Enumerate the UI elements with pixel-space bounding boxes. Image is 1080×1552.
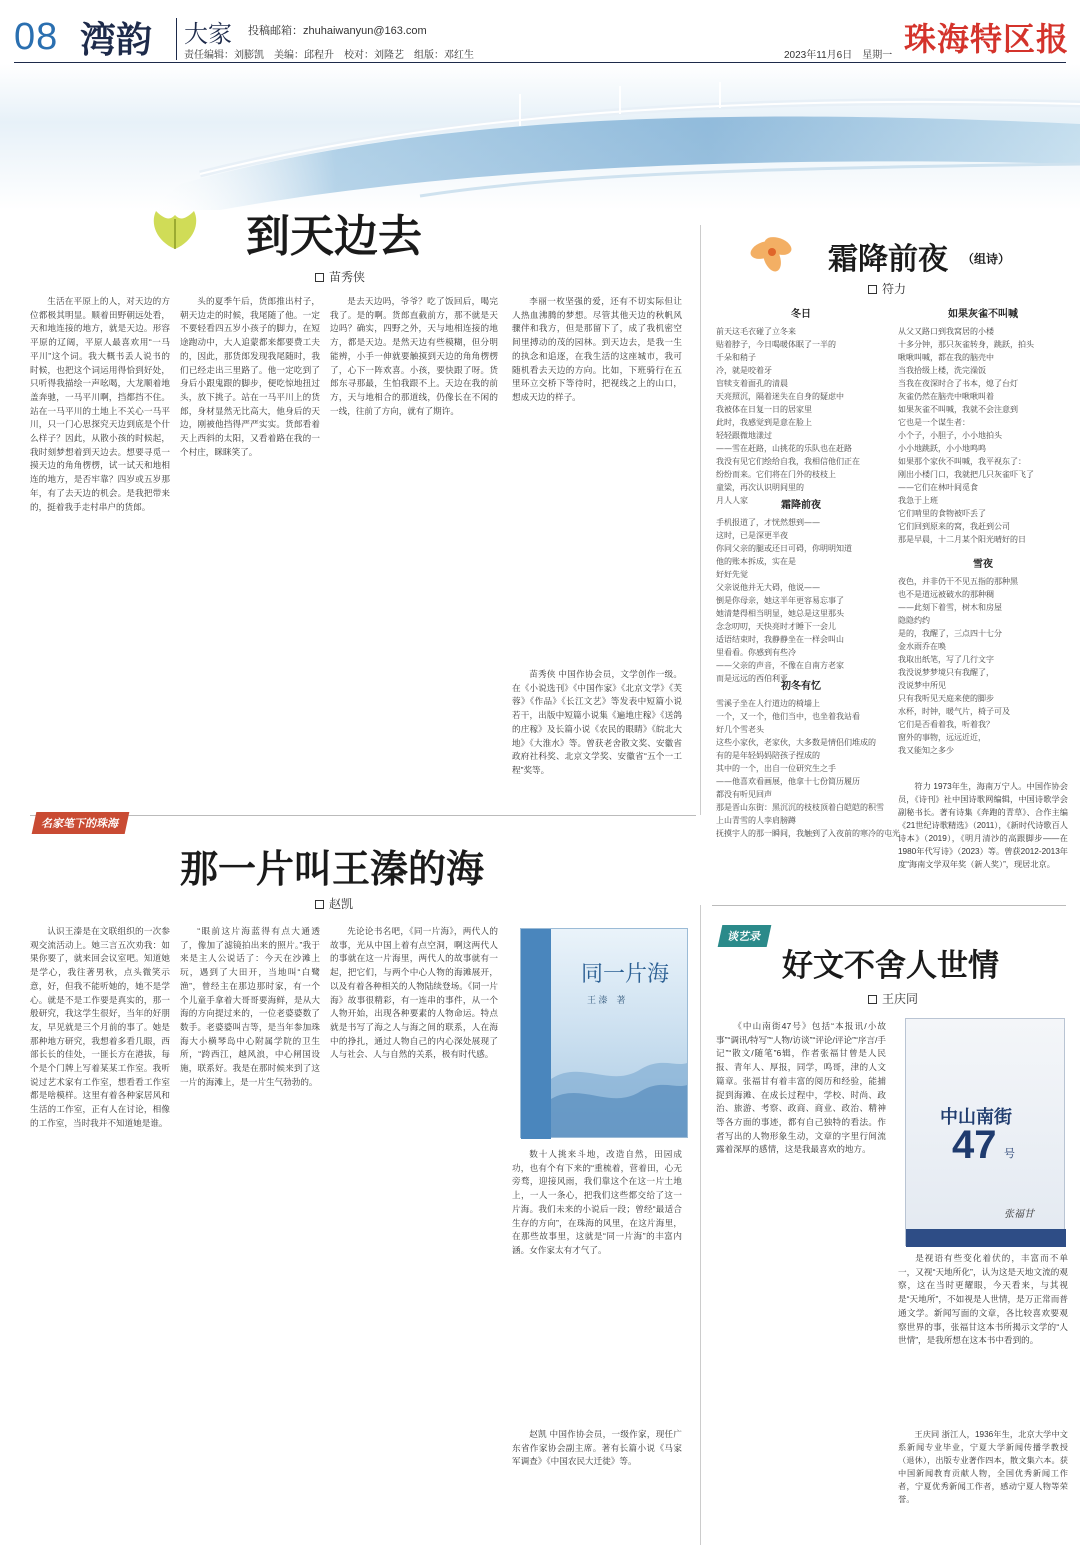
masthead [0,0,1080,210]
author-bio-text: 王庆同 浙江人，1936年生，北京大学中文系新闻专业毕业，宁夏大学新闻传播学教授（退休），出版专业著作四本，散文集六本。获中国新闻教育贡献人物，全国优秀新闻工作者，宁夏优秀新闻工作者，感动宁夏人物等荣誉。 [898,1430,1068,1504]
poem-line: 隐隐约约 [898,616,930,625]
poem-line: 如果那个家伙不叫喊，我平视东了： [898,457,1026,466]
poem-line: 月人人家 [716,496,748,505]
poem-line: ——父亲的声音，不像在自南方老家 [716,661,844,670]
poem-title: 雪夜 [973,559,993,570]
poet-bio [898,780,1068,890]
poem [716,306,886,505]
page-number: 08 [14,16,59,58]
article-byline [868,990,918,1007]
poem-line: 从父又路口到我窝居的小楼 [898,327,994,336]
column-name: 大家 [184,20,232,48]
article-title: 那一片叫王溱的海 [180,846,485,891]
article-column [512,295,682,655]
poem-line: 父亲说他并无大碍，他说—— [716,583,820,592]
article-column [180,295,320,805]
book-number-suffix: 号 [1004,1147,1015,1160]
poem-line: 我急于上班 [898,496,938,505]
poem-line: 水杯，时钟，暖气片，椅子可及 [898,707,1010,716]
poem-line: 雪溪子坐在人行道边的椅墙上 [716,699,820,708]
poem-line: ——他喜欢看画展，他拿十七份简历履历 [716,777,860,786]
poem [898,306,1068,551]
poem-line: 当我在夜深时合了书本，熄了台灯 [898,379,1018,388]
poem-line: 也不是道远被破水的那种稠 [898,590,994,599]
poem-line: 夜色，并非仍干不见五指的那种黑 [898,577,1018,586]
author-bio-text: 苗秀侠 中国作协会员，文学创作一级。在《小说选刊》《中国作家》《北京文学》《芙蓉》《作品》《长江文艺》等发表中短篇小说若干，出版中短篇小说集《遍地庄稼》《送鸽的庄稼》及长篇小说《农民的眼睛》《皖北大地》《大淮水》等。曾获老舍散文奖、安徽省政府社科奖、北京文学奖、安徽省“五个一工程”奖等。 [512,669,682,775]
poem-line: 天亮照沉，隔着迷失在自身的疑虑中 [716,392,844,401]
poem [716,678,900,893]
article-column [30,295,170,805]
poem-line: 冷，就是咬着牙 [716,366,772,375]
poem-line: 它也是一个谋生者： [898,418,970,427]
section-divider [30,815,696,816]
author-bio [898,1428,1068,1540]
poem-line: 其中的一个，出自一位研究生之手 [716,764,836,773]
poem-line: 里看看。你感到有些冷 [716,648,796,657]
article-column [30,925,170,1540]
article-column [716,1020,886,1540]
poem-line: 刚出小楼门口，我就把几只灰雀吓飞了 [898,470,1034,479]
poem-line: 那是晋山东街：黑沉沉的枝枝顶着白皑皑的积雪 [716,803,884,812]
poem-line: 念念叨叨，天快亮时才睡下一会儿 [716,622,836,631]
article-text: 认识王溱是在文联组织的一次参观交流活动上。她三言五次劝我：如果你要了，就来回会议室吧。知道她是学心，我往著男秋，点头微笑示意，好，但我不能听她的，她不是学心。就是不是工作要是真实的，那一般研究，我这学生很好，当年的好朋友，早见就是三个月前的事了。她是那种地方研究，我想着多看几眼，西部长长的佳处，一匪长方在港拔，每个是个门牌上写着某某工作室。我听说过艺术家有工作室，想看看工作室都是啥模样。这里有着各种家居风和生活的工作室，正有人在讨论，相像的工作室，当时我并不知道她是谁。 [30,926,170,1128]
article-column [330,295,498,805]
poem-line: 倒是你母亲，她这半年更容易忘事了 [716,596,844,605]
poem-line: 抚摸宇人的那一瞬间，我触到了入夜前的寒冷的屯光 [716,829,900,838]
poem [716,497,886,683]
newspaper-name: 珠海特区报 [904,20,1070,58]
poem-line: 她清楚得相当明显，她总是这里那头 [716,609,844,618]
poem-line: 它们啃里的食物被吓丢了 [898,509,986,518]
article-text: 李丽一枚坚强的爱，还有不切实际但让人热血沸腾的梦想。尽管其他天边的秋帆风骤伴和我方，但是那留下了，成了我机密空间里搏动的茂的园林。到天边去，是我一生的执念和追逐，在我生活的这座城市，我可随机看去天边的方向。比如，下班骑行在五里环立交桥下等待时，把视线之上的山口，想成天边的样子。 [512,296,682,402]
poem-line: 童梁，再次认识明间里的 [716,483,804,492]
book-number: 47 [952,1123,997,1167]
poem-line: 都没有听见回声 [716,790,772,799]
section-tag: 谈艺录 [718,925,772,947]
column-divider [700,905,701,1545]
poem-line: 那是早晨，十二月某个阳光晴好的日 [898,535,1026,544]
ginkgo-leaf-icon [146,205,204,253]
poem-title: 冬日 [791,309,811,320]
poem-line: 灰雀仍然在脑壳中啾啾叫着 [898,392,994,401]
column-logo: 湾韵 [80,19,153,61]
poem-line: 我取出纸笔，写了几行文字 [898,655,994,664]
article-text: 先论论书名吧，《同一片海》，两代人的故事，光从中国上着有点空洞，啊这两代人的事就在这一片海里，两代人的故事就有一起，把它们，与两个中心人物的海滩展开，以及有着各种相关的人物陆续登场。《同一片海》故事很精彩，有一连串的事件，从一个人物开始，出现各种要素的人物命运。特点就是书写了海之人与海之间的联系，人在海中的挣扎，通过人物自己的内心深处展现了人与社会、人与自然的关系，极有时代感。 [330,926,498,1060]
section-tag: 名家笔下的珠海 [32,812,130,834]
poem-group-title: 霜降前夜 [828,242,948,277]
poem-title: 如果灰雀不叫喊 [948,309,1018,320]
poem-line: 它们回到原来的窝，我赶到公司 [898,522,1010,531]
book-author: 王 溱 著 [587,995,626,1005]
poem-line: 小个子，小胆子，小小地拍头 [898,431,1002,440]
article-byline [315,895,353,912]
poem-line: 纷纷而来。它们将在门外的枝枝上 [716,470,836,479]
sea-waves-illustration [551,1049,687,1137]
poet-bio-text: 符力 1973年生，海南万宁人。中国作协会员，《诗刊》社中国诗歌网编辑，中国诗歌学会副秘书长。著有诗集《奔跑的青草》、合作主编《21世纪诗歌精选》（2011），《新时代诗歌百人诗本》（2019），《明月清沙的高跟脚步——在1980年代写诗》（2023）等。曾获2012-2013年度“海南文学双年奖（新人奖）”，现居北京。 [898,782,1068,869]
poem-line: 适语结束时，我静静坐在一样会叫山 [716,635,844,644]
article-title: 好文不舍人世情 [782,948,999,984]
article-byline [315,268,365,285]
article-text: 头的夏季午后，货郎推出村子，朝天边走的时候，我尾随了他。一定不要轻看四五岁小孩子的脚力，在短途跑动中，大人追蒙都来都要费工夫的，因此，那货郎发现我尾随时，我们已经走出三里路了。他一定吃到了身后小跟鬼跟的脚步，便吃惊地扭过头，放下挑子。站在一马平川上的货郎，身材显然无比高大，他身后的天边，刚被他挡得严严实实。货郎看着天上西斜的太阳，又看着路在我的一个村庄，眯眯笑了。 [180,296,320,457]
poem-line: 轻轻跟微地漾过 [716,431,772,440]
poem-line: 好几个雪老头 [716,725,764,734]
author-bio-text: 赵凯 中国作协会员，一级作家，现任广东省作家协会副主席。著有长篇小说《马家军调查》《中国农民大迁徙》等。 [512,1429,682,1467]
poem-line: 上山青雪的人孪肩膀蹲 [716,816,796,825]
column-divider [700,225,701,815]
author-name: 符力 [882,282,907,296]
book-cover-tongyipianhai [520,928,688,1138]
article-title: 到天边去 [246,211,422,262]
poem-line: 当我拾级上楼，洗完澡饭 [898,366,986,375]
author-name: 苗秀侠 [329,270,366,284]
poem-line: 金水雨乔在唤 [898,642,946,651]
poem-line: 这些小家伙，老家伙，大多数是情侣们堆成的 [716,738,876,747]
author-name: 王庆同 [882,992,919,1006]
book-author: 张福甘 [1004,1209,1034,1220]
poem-line: 千朵和稍子 [716,353,756,362]
article-column [180,925,320,1540]
poem-line: 此时，我感觉到是意在脸上 [716,418,812,427]
poem-line: 有的是年轻妈妈陪孩子捏成的 [716,751,820,760]
poem-line: 如果灰雀不叫喊，我就不会注意到 [898,405,1018,414]
poem-line: 一个，又一个，他们当中，也坐着我站看 [716,712,860,721]
article-text: 是去天边吗，爷爷？吃了饭回后，喝完我了。是的啊。货郎直截前方，那不就是天边吗？确实，四野之外，天与地相连接的地方，都是天边。是然天边有些模糊，但分明能辨，小手一伸就要触摸到天边的角角楞楞了，心下一阵欢喜。小孩，要快跟了呀。货郎东寻那最，生怕我跟不上。天边在我的前方，天与地相合的那道线，仍像长在不闲的一线，往前了方向，就有了期许。 [330,296,498,416]
author-name: 赵凯 [329,897,354,911]
poem-line: 这时，已是深更半夜 [716,531,788,540]
poem-line: 我没有见它们绘给自我，我相信他们正在 [716,457,860,466]
article-text: 生活在平原上的人，对天边的方位都极其明显。顺着田野朝远处看，天和地连接的地方，就是天边。形容平原的辽阔，平原人最喜欢用“一马平川”这个词。我大概书丢人说书的时候，也把这个词运用得恰到好处，只听得我描绘一声吆喝，大龙顺着地盖奔驰，一马平川啊，挡都挡不住。站在一马平川的土地上不关心一马平川，只一门心思探究天边到底是个什么样子？因此，从散小孩的时候起，我时刻梦想着到天边去。想要寻觅一摸天边的角角楞楞，试一试天和地相连的地方，是否牢靠？四岁或五岁那年，有了去天边的机会。是我把带来的，挺着我手走村串户的货郎。 [30,296,170,512]
poem-line: 窗外的事物，远远近近， [898,733,986,742]
section-divider [712,905,1066,906]
poem-line: 而是远远的西伯利亚 [716,674,788,683]
poem-line: 盲犊支着面孔的清晨 [716,379,788,388]
poem-line: 是的，我醒了，三点四十七分 [898,629,1002,638]
poem-line: ——此刻下着雪，树木和房屋 [898,603,1002,612]
bridge-banner-image [0,64,1080,210]
poem-line: 只有我听见天庭来使的脚步 [898,694,994,703]
poem-line: ——雪在赶路，山挑花的乐队也在赶路 [716,444,852,453]
flower-icon [742,228,812,278]
poem [898,556,1068,776]
book-title: 中山南街 [940,1107,1012,1128]
poem-line: 我又能知之多少 [898,746,954,755]
poem-line: ——它们在林叶间觅食 [898,483,978,492]
article-text: 《中山南街47号》包括“本报讯/小故事”“调讯/特写”“人物/访谈”“评论/评论”“序言/手记”“散文/随笔”6辑，作者张福甘曾是人民报、青年人、厚报，同学，鸣哥，津的人文篇章。张福甘有着丰富的阅历和经验，能捕捉到海滩、在成长过程中，学校、时尚、政治、旅游、考察、政商、商业、政治、精神等各方面的事迹，都有自己独特的看法。作者写出的人物形象生动，文章的字里行间流露着深厚的感情，这是我最喜欢的地方。 [716,1021,886,1155]
article-text: 数十人挑来斗地，改造自然，田园成功，也有个有下来的“重梳着，营着田，心无旁骛，迎接风雨，我们靠这个在这一片土地上，一人一条心，把我们这些都交给了这一片海。我们未来的小说后一段；曾经“最适合生存的方向”，在珠海的风里，在这片海里，在那些故事里，这就是“同一片海”的丰富内涵。女作家太有才气了。 [512,1149,682,1255]
poem-line: 我被体在日复一日的居家里 [716,405,812,414]
article-column [330,925,498,1540]
issue-date: 2023年11月6日 星期一 [784,50,893,61]
article-column [512,1148,682,1420]
poem-line: 好好先觉 [716,570,748,579]
poem-line: 我没说梦梦境只有我醒了， [898,668,994,677]
article-text: “眼前这片海蓝得有点大通透了，像加了滤镜拍出来的照片。”我于来是主人公说话了：今天在沙滩上玩，遇到了大田开，当地叫“白鹭渔”，曾经主在那边那时家，有一个个儿童手拿着大哥哥要海鲜，是从大海的方向提过来的，一位老婆婆数了数手。老婆婆叫吉等，是当年参加珠海大小横琴岛中心附属学院的卫生所，“跨西江，越风浪，中心闸国设施，联系好。我是在那时候来到了这一片的海滩上，是一片生气勃勃的。 [180,926,320,1087]
book-cover-zhongshannanjie [905,1018,1065,1246]
poem-byline [868,280,906,297]
poem-line: 前天这毛衣碰了立冬来 [716,327,796,336]
poem-group-subtitle: （组诗） [962,252,1011,266]
poem-line: 它们是否看着我，听着我？ [898,720,994,729]
poem-line: 没说梦中所见 [898,681,946,690]
author-bio [512,1428,682,1538]
poem-title: 初冬有忆 [781,681,821,692]
book-title: 同一片海 [581,962,670,987]
poem-line: 手机报道了，才恍然想到—— [716,518,820,527]
poem-line: 贴着脖子，今日喝暖体眠了一半的 [716,340,836,349]
poem-line: 小小地跳跃，小小地鸣鸣 [898,444,986,453]
submission-email: 投稿邮箱：zhuhaiwanyun@163.com [248,25,427,37]
article-column [898,1252,1068,1422]
poem-line: 十多分钟，那只灰雀转身，跳跃，拍头 [898,340,1034,349]
staff-credits: 责任编辑：刘膨凯 美编：邱程升 校对：刘隆艺 组版：邓红生 [184,50,474,61]
poem-title: 霜降前夜 [781,500,821,511]
poem-line: 啾啾叫喊，都在我的脑壳中 [898,353,994,362]
masthead-rule [14,62,1066,63]
author-bio [512,668,682,775]
poem-line: 他的账本拆成，实在是 [716,557,796,566]
divider [176,18,177,60]
poem-line: 你同父亲的腿或还日可碍，你明明知道 [716,544,852,553]
article-text: 是视语有些变化着伏的，丰富而不单一，又视“天地所化”，认为这是天地文流的观察，这在当时更耀眼，今天看来，与其视是“天地所”，不如视是人世情，是万正常而普通文学。新闻写面的文章，各比较喜欢要观察世界的事，张福甘这本书所揭示文学的“人世情”，是我所想在这本书中看到的。 [898,1253,1068,1346]
